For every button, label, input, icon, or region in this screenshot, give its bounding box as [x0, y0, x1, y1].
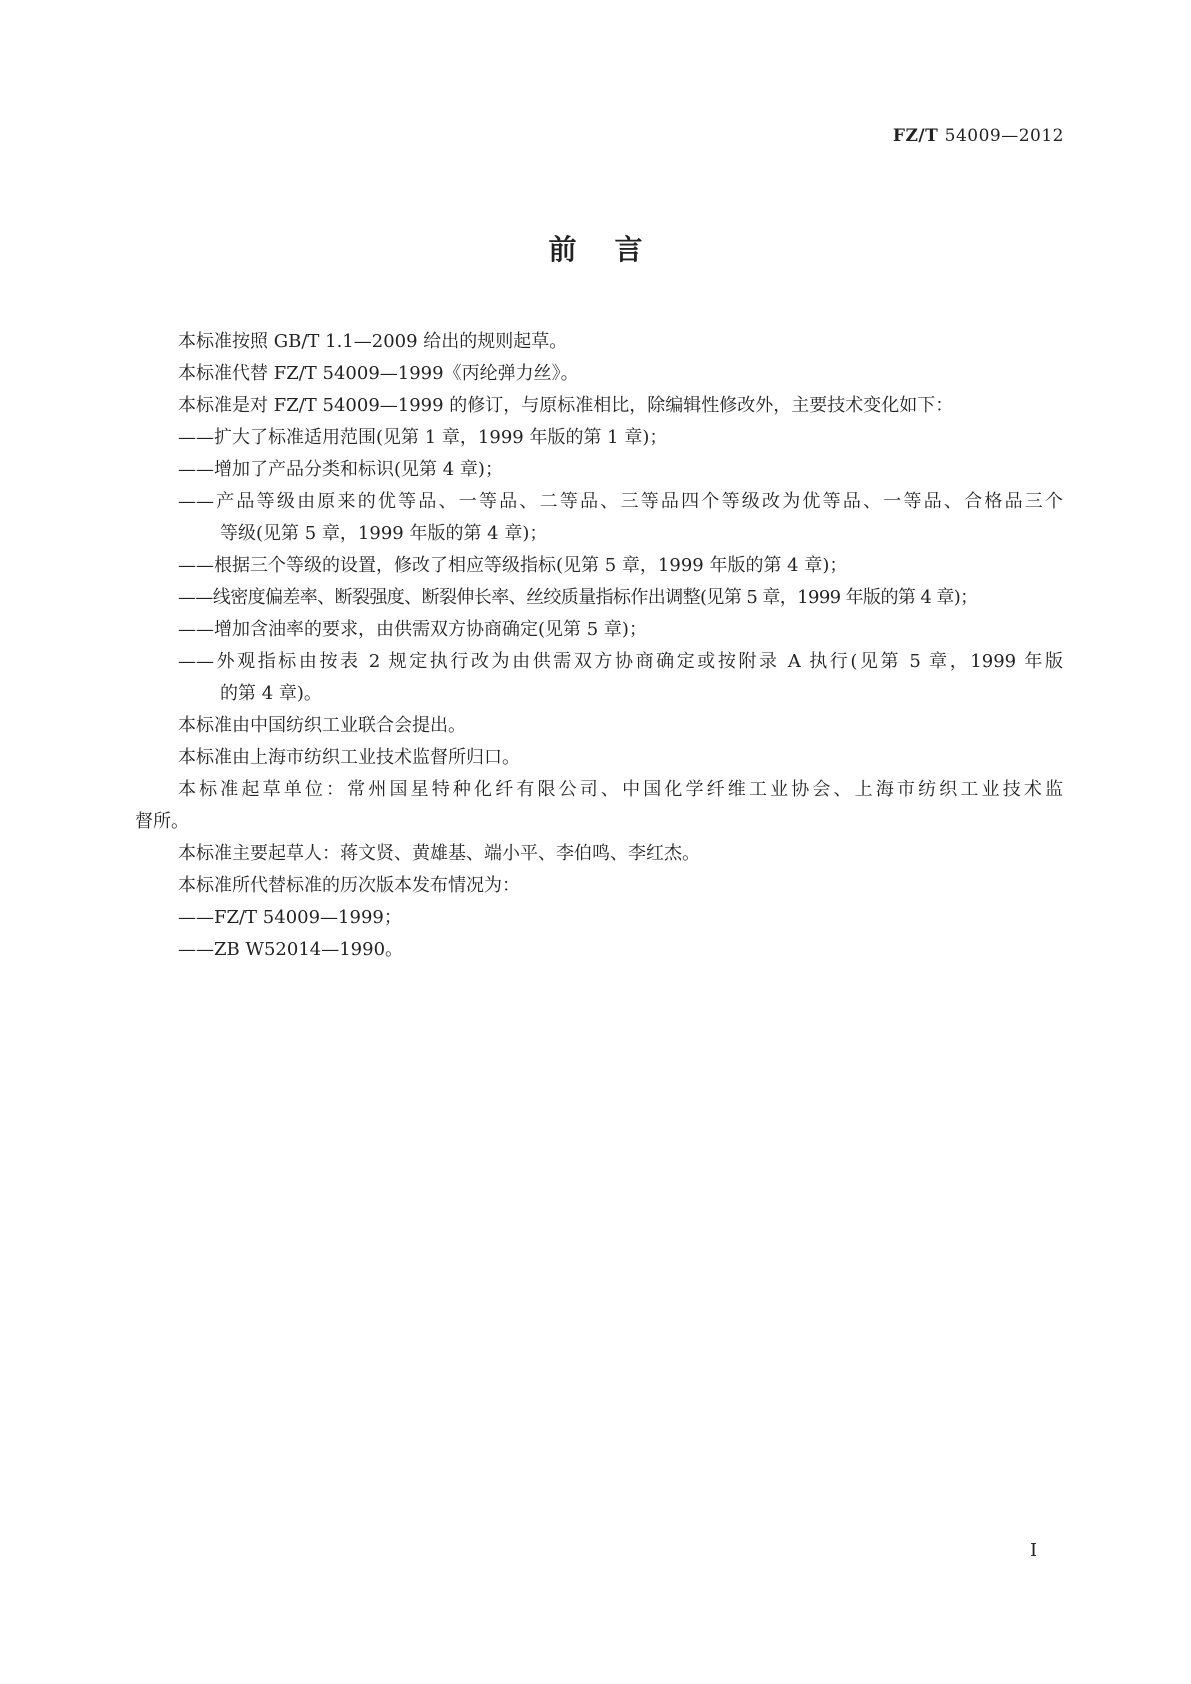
paragraph-line: 督所。 [135, 811, 189, 832]
change-item [135, 486, 1063, 550]
change-item-line: ——产品等级由原来的优等品、一等品、二等品、三等品四个等级改为优等品、一等品、合格品三个 [178, 491, 1063, 512]
standard-code-number: 54009—2012 [944, 126, 1064, 146]
change-item: ——增加含油率的要求，由供需双方协商确定(见第 5 章)； [178, 619, 647, 640]
paragraph-line: 本标准起草单位：常州国星特种化纤有限公司、中国化学纤维工业协会、上海市纺织工业技术监 [178, 779, 1063, 800]
change-item-line: 等级(见第 5 章，1999 年版的第 4 章)； [220, 523, 548, 544]
paragraph: 本标准主要起草人：蒋文贤、黄雄基、端小平、李伯鸣、李红杰。 [178, 843, 700, 864]
foreword-body [135, 326, 1063, 966]
change-item: ——根据三个等级的设置，修改了相应等级指标(见第 5 章，1999 年版的第 4 章)； [178, 555, 848, 576]
history-item: ——ZB W52014—1990。 [178, 939, 404, 960]
history-item: ——FZ/T 54009—1999； [178, 907, 402, 928]
paragraph: 本标准所代替标准的历次版本发布情况为： [178, 875, 520, 896]
change-item [135, 646, 1063, 710]
change-item: ——增加了产品分类和标识(见第 4 章)； [178, 459, 503, 480]
paragraph: 本标准代替 FZ/T 54009—1999《丙纶弹力丝》。 [178, 363, 579, 384]
page-number: I [1030, 1540, 1038, 1561]
change-item: ——扩大了标准适用范围(见第 1 章，1999 年版的第 1 章)； [178, 427, 668, 448]
paragraph: 本标准是对 FZ/T 54009—1999 的修订，与原标准相比，除编辑性修改外，主要技术变化如下： [178, 395, 954, 416]
paragraph: 本标准由上海市纺织工业技术监督所归口。 [178, 747, 520, 768]
change-item-line: ——外观指标由按表 2 规定执行改为由供需双方协商确定或按附录 A 执行(见第 5 章，1999 年版 [178, 651, 1063, 672]
page-title: 前言 [548, 233, 681, 266]
standard-code-prefix: FZ/T [892, 126, 939, 146]
paragraph [135, 774, 1063, 838]
change-item: ——线密度偏差率、断裂强度、断裂伸长率、丝绞质量指标作出调整(见第 5 章，1999 年版的第 4 章)； [178, 587, 978, 608]
change-item-line: 的第 4 章)。 [220, 683, 322, 704]
paragraph: 本标准按照 GB/T 1.1—2009 给出的规则起草。 [178, 331, 568, 352]
standard-code-header [893, 126, 1064, 146]
paragraph: 本标准由中国纺织工业联合会提出。 [178, 715, 466, 736]
